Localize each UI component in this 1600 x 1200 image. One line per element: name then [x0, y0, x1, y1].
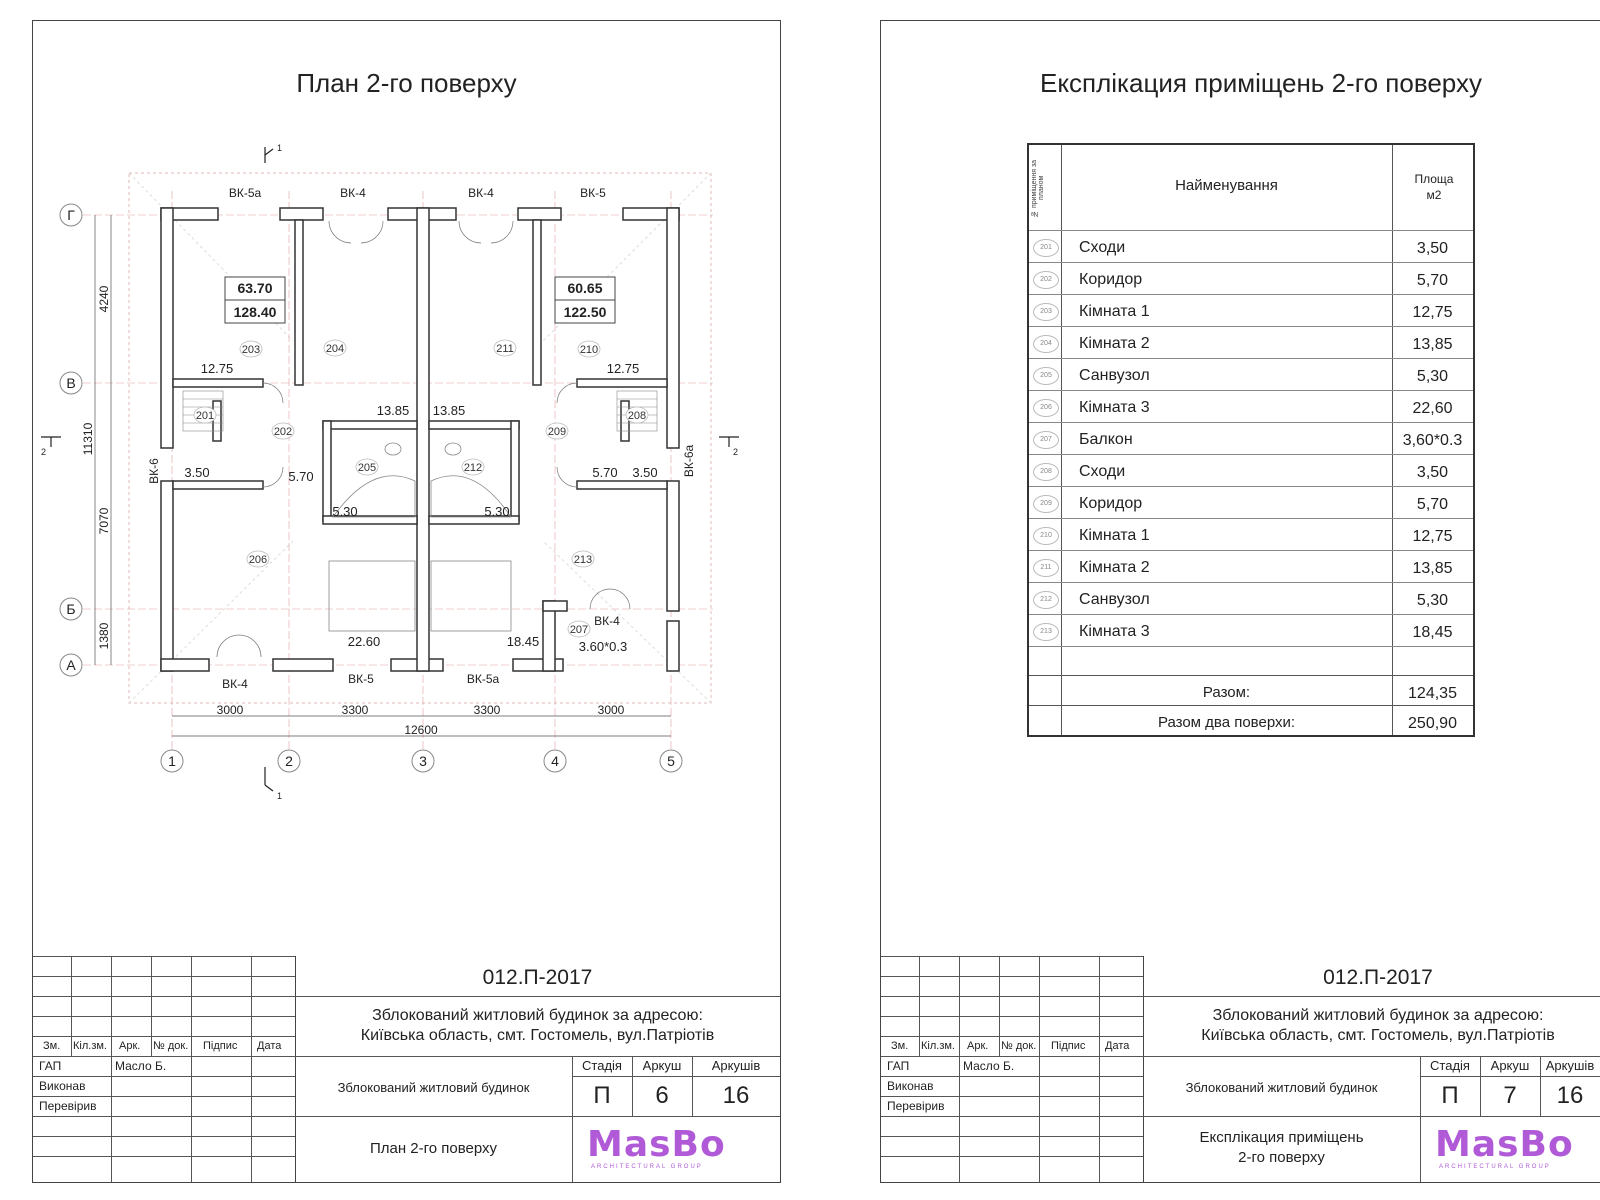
room-name: Санвузол: [1079, 367, 1150, 384]
opening-label: ВК-4: [468, 186, 494, 200]
project-code: 012.П-2017: [482, 966, 593, 989]
opening-label: ВК-5а: [466, 672, 500, 686]
dimension-label: 3300: [341, 703, 369, 717]
opening-label: ВК-4: [222, 677, 248, 691]
room-number: 206: [248, 554, 268, 566]
drawing-name: План 2-го поверху: [369, 1140, 498, 1157]
room-number: 213: [573, 554, 593, 566]
plan-title: План 2-го поверху: [296, 68, 517, 98]
room-number: 205: [1033, 367, 1059, 385]
opening-label: ВК-5а: [228, 186, 262, 200]
room-area: 3.50: [184, 465, 210, 480]
tb-header: Зм.: [43, 1040, 61, 1052]
room-name: Кімната 2: [1079, 559, 1150, 576]
table-header-area: Площа м2: [1414, 172, 1454, 202]
room-number: 212: [1033, 591, 1059, 609]
room-area: 12.75: [200, 361, 234, 376]
section-mark: 1: [277, 143, 283, 153]
room-area: 18.45: [506, 634, 540, 649]
table-row: [1029, 614, 1473, 647]
room-name: Кімната 3: [1079, 623, 1150, 640]
table-row: [1029, 262, 1473, 295]
dimension-label: 3300: [473, 703, 501, 717]
unit-living-area: 60.65: [567, 280, 603, 296]
total2-row: Разом два поверхи: 250,90: [1029, 705, 1473, 738]
room-number: 210: [1033, 527, 1059, 545]
room-number: 204: [325, 343, 345, 355]
room-area: 12,75: [1412, 528, 1453, 545]
room-name: Кімната 3: [1079, 399, 1150, 416]
stage-label: Стадія: [1430, 1058, 1470, 1073]
axis-col-label: 5: [667, 753, 675, 769]
room-area: 3,50: [1416, 464, 1449, 481]
dimension-label: 1380: [97, 622, 111, 650]
room-area: 22,60: [1412, 400, 1453, 417]
axis-col-label: 3: [419, 753, 427, 769]
room-area: 5.70: [592, 465, 618, 480]
table-row: [1029, 358, 1473, 391]
room-number: 210: [579, 344, 599, 356]
tb-role: Виконав: [887, 1079, 934, 1093]
tb-header: Арк.: [119, 1040, 141, 1052]
tb-header: Кіл.зм.: [73, 1040, 107, 1052]
room-name: Кімната 1: [1079, 527, 1150, 544]
axis-col-label: 1: [168, 753, 176, 769]
dimension-label: 3000: [597, 703, 625, 717]
room-name: Коридор: [1079, 495, 1143, 512]
opening-label: ВК-4: [594, 614, 620, 628]
sheet-label: Аркуш: [1490, 1058, 1530, 1073]
axis-row-label: А: [66, 657, 76, 673]
room-number: 209: [1033, 495, 1059, 513]
tb-header: Кіл.зм.: [921, 1040, 955, 1052]
project-code: 012.П-2017: [1323, 966, 1433, 989]
room-number: 211: [1033, 559, 1059, 577]
tb-role: Перевірив: [887, 1099, 945, 1113]
room-number: 204: [1033, 335, 1059, 353]
axis-col-label: 2: [285, 753, 293, 769]
room-area: 5,70: [1416, 496, 1449, 513]
room-area: 3,60*0.3: [1402, 432, 1463, 449]
object-name: Зблокований житловий будинок: [337, 1080, 530, 1095]
drawing-name: Експлікация приміщень 2-го поверху: [1199, 1129, 1364, 1166]
tb-role: Виконав: [39, 1079, 86, 1093]
total-row: Разом: 124,35: [1029, 675, 1473, 708]
tb-gap-name: Масло Б.: [963, 1059, 1015, 1073]
tb-header: № док.: [1001, 1040, 1037, 1052]
title-block: [33, 956, 780, 1182]
logo-subtitle: ARCHITECTURAL GROUP: [1439, 1164, 1551, 1170]
table-row: [1029, 454, 1473, 487]
sheets-label: Аркушів: [1545, 1058, 1595, 1073]
dimension-label: 4240: [97, 285, 111, 313]
tb-role: ГАП: [39, 1059, 62, 1073]
sheet-value: 7: [1503, 1082, 1517, 1109]
tb-header: № док.: [153, 1040, 189, 1052]
opening-label: ВК-5: [580, 186, 606, 200]
floor-plan-drawing: [33, 21, 782, 951]
logo-subtitle: ARCHITECTURAL GROUP: [591, 1164, 703, 1170]
sheet-floor-plan: [32, 20, 781, 1183]
tb-header: Дата: [257, 1040, 282, 1052]
table-row: [1029, 390, 1473, 423]
room-name: Балкон: [1079, 431, 1133, 448]
opening-label: ВК-6а: [682, 444, 696, 478]
tb-header: Підпис: [203, 1040, 238, 1052]
section-mark: 2: [733, 447, 739, 457]
room-name: Сходи: [1079, 239, 1126, 256]
room-number: 203: [241, 344, 261, 356]
title-block: [881, 956, 1600, 1182]
opening-label: ВК-4: [340, 186, 366, 200]
room-area: 3,50: [1416, 240, 1449, 257]
dimension-total: 12600: [404, 723, 438, 737]
unit-total-area: 122.50: [563, 304, 607, 320]
room-area: 12.75: [606, 361, 640, 376]
tb-header: Підпис: [1051, 1040, 1086, 1052]
unit-total-area: 128.40: [233, 304, 277, 320]
room-number: 208: [1033, 463, 1059, 481]
explication-table: [1027, 143, 1475, 737]
table-row: [1029, 326, 1473, 359]
sheet-explication: [880, 20, 1600, 1183]
room-area: 3.60*0.3: [578, 639, 628, 654]
room-area: 22.60: [347, 634, 381, 649]
table-row: [1029, 422, 1473, 455]
room-number: 203: [1033, 303, 1059, 321]
opening-label: ВК-6: [147, 458, 161, 484]
stage-value: П: [593, 1082, 611, 1109]
room-number: 213: [1033, 623, 1059, 641]
table-header-name: Найменування: [1175, 177, 1278, 194]
room-area: 3.50: [632, 465, 658, 480]
table-row: [1029, 294, 1473, 327]
room-number: 208: [627, 410, 647, 422]
table-row: [1029, 518, 1473, 551]
dimension-label: 11310: [81, 422, 95, 456]
axis-row-label: В: [66, 375, 76, 391]
tb-header: Дата: [1105, 1040, 1130, 1052]
room-name: Санвузол: [1079, 591, 1150, 608]
masbo-logo: MasBo: [1435, 1124, 1574, 1165]
room-number: 202: [273, 426, 293, 438]
table-row: [1029, 230, 1473, 263]
room-number: 201: [1033, 239, 1059, 257]
tb-role: Перевірив: [39, 1099, 97, 1113]
project-address: Зблокований житловий будинок за адресою: Київська область, смт. Гостомель, вул.Патріотів: [360, 1007, 715, 1044]
masbo-logo: MasBo: [587, 1124, 726, 1165]
room-number: 207: [569, 624, 589, 636]
sheets-value: 16: [722, 1082, 750, 1109]
room-name: Кімната 2: [1079, 335, 1150, 352]
axis-col-label: 4: [551, 753, 559, 769]
tb-header: Зм.: [891, 1040, 909, 1052]
tb-header: Арк.: [967, 1040, 989, 1052]
room-area: 5,70: [1416, 272, 1449, 289]
project-address: Зблокований житловий будинок за адресою: Київська область, смт. Гостомель, вул.Патріотів: [1201, 1007, 1555, 1044]
room-number: 212: [463, 462, 483, 474]
room-area: 13,85: [1412, 336, 1453, 353]
room-area: 5,30: [1416, 368, 1449, 385]
room-name: Кімната 1: [1079, 303, 1150, 320]
explication-title: Експлікация приміщень 2-го поверху: [1040, 68, 1482, 98]
tb-role: ГАП: [887, 1059, 910, 1073]
sheet-label: Аркуш: [642, 1058, 682, 1073]
dimension-label: 3000: [216, 703, 244, 717]
opening-label: ВК-5: [348, 672, 374, 686]
axis-row-label: Г: [67, 207, 75, 223]
unit-living-area: 63.70: [237, 280, 273, 296]
sheet-value: 6: [655, 1082, 669, 1109]
room-area: 13.85: [376, 403, 410, 418]
stage-value: П: [1441, 1082, 1459, 1109]
room-area: 5.30: [332, 504, 358, 519]
table-header-num: № приміщення за планом: [1031, 159, 1045, 217]
object-name: Зблокований житловий будинок: [1185, 1080, 1378, 1095]
table-row: [1029, 582, 1473, 615]
stage-label: Стадія: [582, 1058, 622, 1073]
room-number: 202: [1033, 271, 1059, 289]
room-number: 205: [357, 462, 377, 474]
room-number: 206: [1033, 399, 1059, 417]
room-number: 201: [195, 410, 215, 422]
tb-gap-name: Масло Б.: [115, 1059, 167, 1073]
room-number: 211: [496, 343, 514, 355]
room-area: 5.30: [484, 504, 510, 519]
room-area: 13,85: [1412, 560, 1453, 577]
room-area: 12,75: [1412, 304, 1453, 321]
room-number: 209: [547, 426, 567, 438]
room-area: 5.70: [288, 469, 314, 484]
sheets-value: 16: [1556, 1082, 1584, 1109]
room-number: 207: [1033, 431, 1059, 449]
section-mark: 2: [41, 447, 47, 457]
dimension-label: 7070: [97, 507, 111, 535]
room-area: 13.85: [432, 403, 466, 418]
section-mark: 1: [277, 791, 283, 801]
room-area: 5,30: [1416, 592, 1449, 609]
room-area: 18,45: [1412, 624, 1453, 641]
table-row: [1029, 550, 1473, 583]
room-name: Коридор: [1079, 271, 1143, 288]
axis-row-label: Б: [66, 601, 76, 617]
table-row: [1029, 486, 1473, 519]
sheets-label: Аркушів: [711, 1058, 761, 1073]
room-name: Сходи: [1079, 463, 1126, 480]
